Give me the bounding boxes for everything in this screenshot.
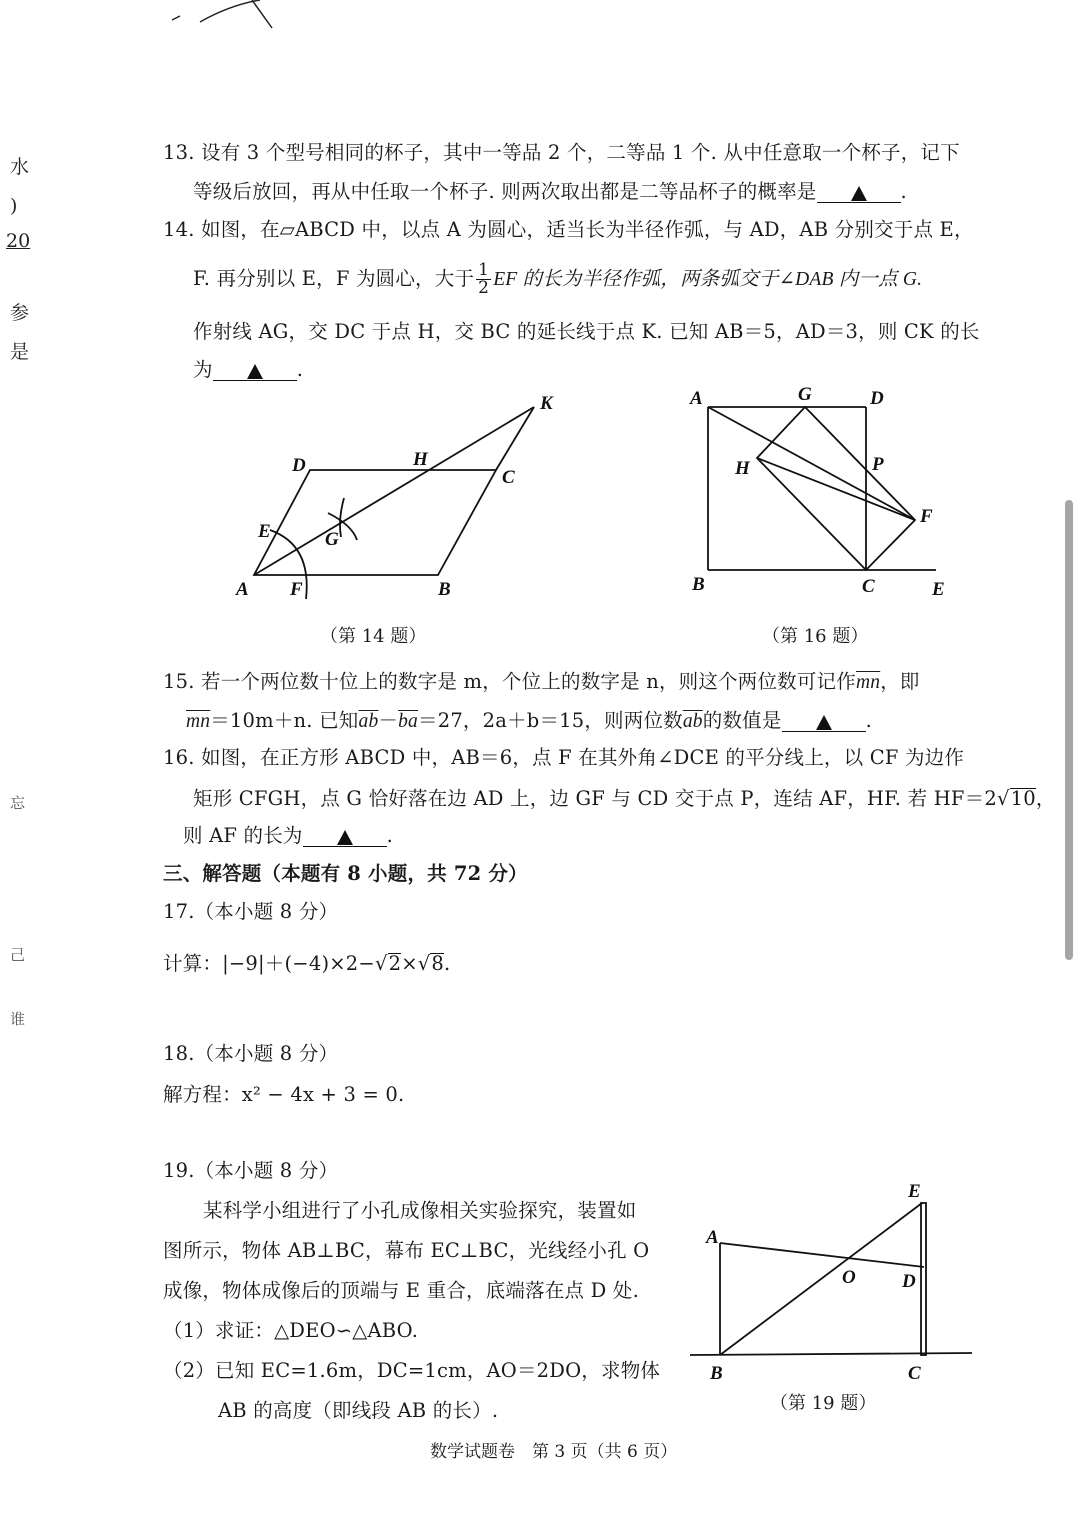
margin-note: 己: [10, 946, 26, 964]
label-D: D: [870, 388, 884, 409]
label-F: F: [920, 506, 933, 527]
label-C: C: [502, 467, 515, 488]
q14-text: EF 的长为半径作弧，两条弧交于∠DAB 内一点 G.: [493, 269, 923, 290]
q16-text: 矩形 CFGH，点 G 恰好落在边 AD 上，边 GF 与 CD 交于点 P，连结 AF，HF. 若 HF＝2: [193, 787, 997, 810]
label-H: H: [735, 458, 750, 479]
q19-part1: （1）求证：△DEO∽△ABO.: [163, 1319, 419, 1342]
sqrt-value: 10: [1010, 787, 1036, 810]
q19-line3: 成像，物体成像后的顶端与 E 重合，底端落在点 D 处.: [163, 1279, 639, 1302]
label-P: P: [872, 454, 884, 475]
answer-blank[interactable]: [817, 184, 901, 203]
q17-text: 计算：|−9|＋(−4)×2−: [163, 952, 375, 975]
q15-line2: [186, 711, 872, 732]
margin-note: 20: [6, 230, 31, 252]
margin-note: 谁: [10, 1010, 26, 1028]
q15-line1: [163, 672, 920, 693]
q19-line1: 某科学小组进行了小孔成像相关实验探究，装置如: [203, 1199, 637, 1222]
label-E: E: [932, 579, 945, 600]
label-C: C: [862, 576, 875, 597]
margin-note: 是: [10, 341, 30, 363]
label-D: D: [902, 1271, 916, 1292]
q15-overline: $\overline{mn}$: [855, 672, 881, 693]
q14-line1: 14. 如图，在▱ABCD 中，以点 A 为圆心，适当长为半径作弧，与 AD，AB 分别交于点 E，: [163, 218, 974, 241]
triangle-marker-icon: [247, 364, 263, 379]
q17-end: .: [443, 952, 451, 975]
q16-line1: 16. 如图，在正方形 ABCD 中，AB＝6，点 F 在其外角∠DCE 的平分线上，以 CF 为边作: [163, 746, 965, 769]
label-C: C: [908, 1363, 921, 1384]
q16-end: .: [386, 824, 394, 847]
q17-header: 17.（本小题 8 分）: [163, 900, 339, 923]
q13-line2: [193, 182, 907, 203]
q15-overline: $\overline{mn}$: [186, 711, 211, 732]
figure-14-parallelogram: [220, 385, 580, 615]
sqrt-value: 8: [431, 952, 444, 975]
label-G: G: [325, 529, 339, 550]
fraction-half: $\frac{1}{2}$: [478, 260, 490, 298]
label-A: A: [236, 579, 249, 600]
top-scribble: [160, 0, 300, 40]
label-K: K: [540, 393, 553, 414]
q15-text: ＝10m＋n. 已知: [210, 709, 359, 732]
q18-body: 解方程：x² − 4x + 3 = 0.: [163, 1083, 405, 1106]
q15-text: ＝27，2a＋b＝15，则两位数: [418, 709, 683, 732]
q15-overline: $\overline{ba}$: [398, 711, 419, 732]
q17-body: 计算：|−9|＋(−4)×2−√2×√8.: [163, 952, 451, 975]
label-B: B: [710, 1363, 723, 1384]
q19-part2b: AB 的高度（即线段 AB 的长）.: [218, 1399, 499, 1422]
q14-line3: 作射线 AG，交 DC 于点 H，交 BC 的延长线于点 K. 已知 AB＝5，AD＝3，则 CK 的长: [193, 320, 980, 343]
q14-line4: [193, 360, 303, 381]
label-O: O: [842, 1267, 856, 1288]
q17-text: ×: [401, 952, 418, 975]
q16-line3: [183, 826, 393, 847]
margin-note: 水: [10, 156, 30, 178]
triangle-marker-icon: [851, 186, 867, 201]
sqrt-value: 2: [388, 952, 402, 975]
q13-line1: 13. 设有 3 个型号相同的杯子，其中一等品 2 个，二等品 1 个. 从中任意取一个杯子，记下: [163, 141, 960, 164]
figure-19-caption: （第 19 题）: [770, 1393, 877, 1414]
q15-end: .: [865, 709, 872, 732]
figure-16-square: [680, 380, 980, 610]
q15-text: －: [378, 709, 399, 732]
section-title: 三、解答题（本题有 8 小题，共 72 分）: [163, 862, 528, 885]
q13-end: .: [900, 180, 907, 203]
label-E: E: [908, 1181, 921, 1202]
q15-text: 15. 若一个两位数十位上的数字是 m，个位上的数字是 n，则这个两位数可记作: [163, 670, 856, 693]
page-footer: 数学试题卷 第 3 页（共 6 页）: [430, 1442, 678, 1462]
label-G: G: [798, 384, 812, 405]
q16-text: ，: [1035, 787, 1056, 810]
answer-blank[interactable]: [303, 828, 387, 847]
label-B: B: [438, 579, 451, 600]
q15-text: ，即: [880, 670, 920, 693]
label-A: A: [690, 388, 703, 409]
label-F: F: [290, 579, 303, 600]
q14-line2: [193, 262, 922, 297]
figure-14-caption: （第 14 题）: [320, 626, 427, 647]
triangle-marker-icon: [337, 830, 353, 845]
q18-header: 18.（本小题 8 分）: [163, 1042, 339, 1065]
q14-end: .: [296, 358, 304, 381]
figure-19-pinhole: [690, 1175, 980, 1385]
q14-text: F. 再分别以 E，F 为圆心，大于: [193, 267, 475, 290]
q15-overline: $\overline{ab}$: [358, 711, 379, 732]
margin-note: 参: [10, 302, 30, 324]
answer-blank[interactable]: [782, 713, 866, 732]
q15-text: 的数值是: [702, 709, 782, 732]
q13-text: 等级后放回，再从中任取一个杯子. 则两次取出都是二等品杯子的概率是: [193, 180, 817, 203]
triangle-marker-icon: [816, 715, 832, 730]
label-E: E: [258, 521, 271, 542]
label-H: H: [413, 449, 428, 470]
q19-line2: 图所示，物体 AB⊥BC，幕布 EC⊥BC，光线经小孔 O: [163, 1239, 650, 1262]
q16-text: 则 AF 的长为: [183, 824, 303, 847]
vertical-scrollbar[interactable]: [1065, 500, 1073, 960]
q16-line2: 矩形 CFGH，点 G 恰好落在边 AD 上，边 GF 与 CD 交于点 P，连结 AF，HF. 若 HF＝2√10，: [193, 787, 1056, 810]
label-B: B: [692, 574, 705, 595]
margin-note: 忘: [10, 794, 26, 812]
q19-header: 19.（本小题 8 分）: [163, 1159, 339, 1182]
q15-overline: $\overline{ab}$: [682, 711, 703, 732]
answer-blank[interactable]: [213, 362, 297, 381]
figure-16-caption: （第 16 题）: [762, 626, 869, 647]
margin-note: ): [10, 195, 18, 217]
label-A: A: [706, 1227, 719, 1248]
label-D: D: [292, 455, 306, 476]
q14-text: 为: [193, 358, 213, 381]
q19-part2: （2）已知 EC=1.6m，DC=1cm，AO＝2DO，求物体: [163, 1359, 661, 1382]
